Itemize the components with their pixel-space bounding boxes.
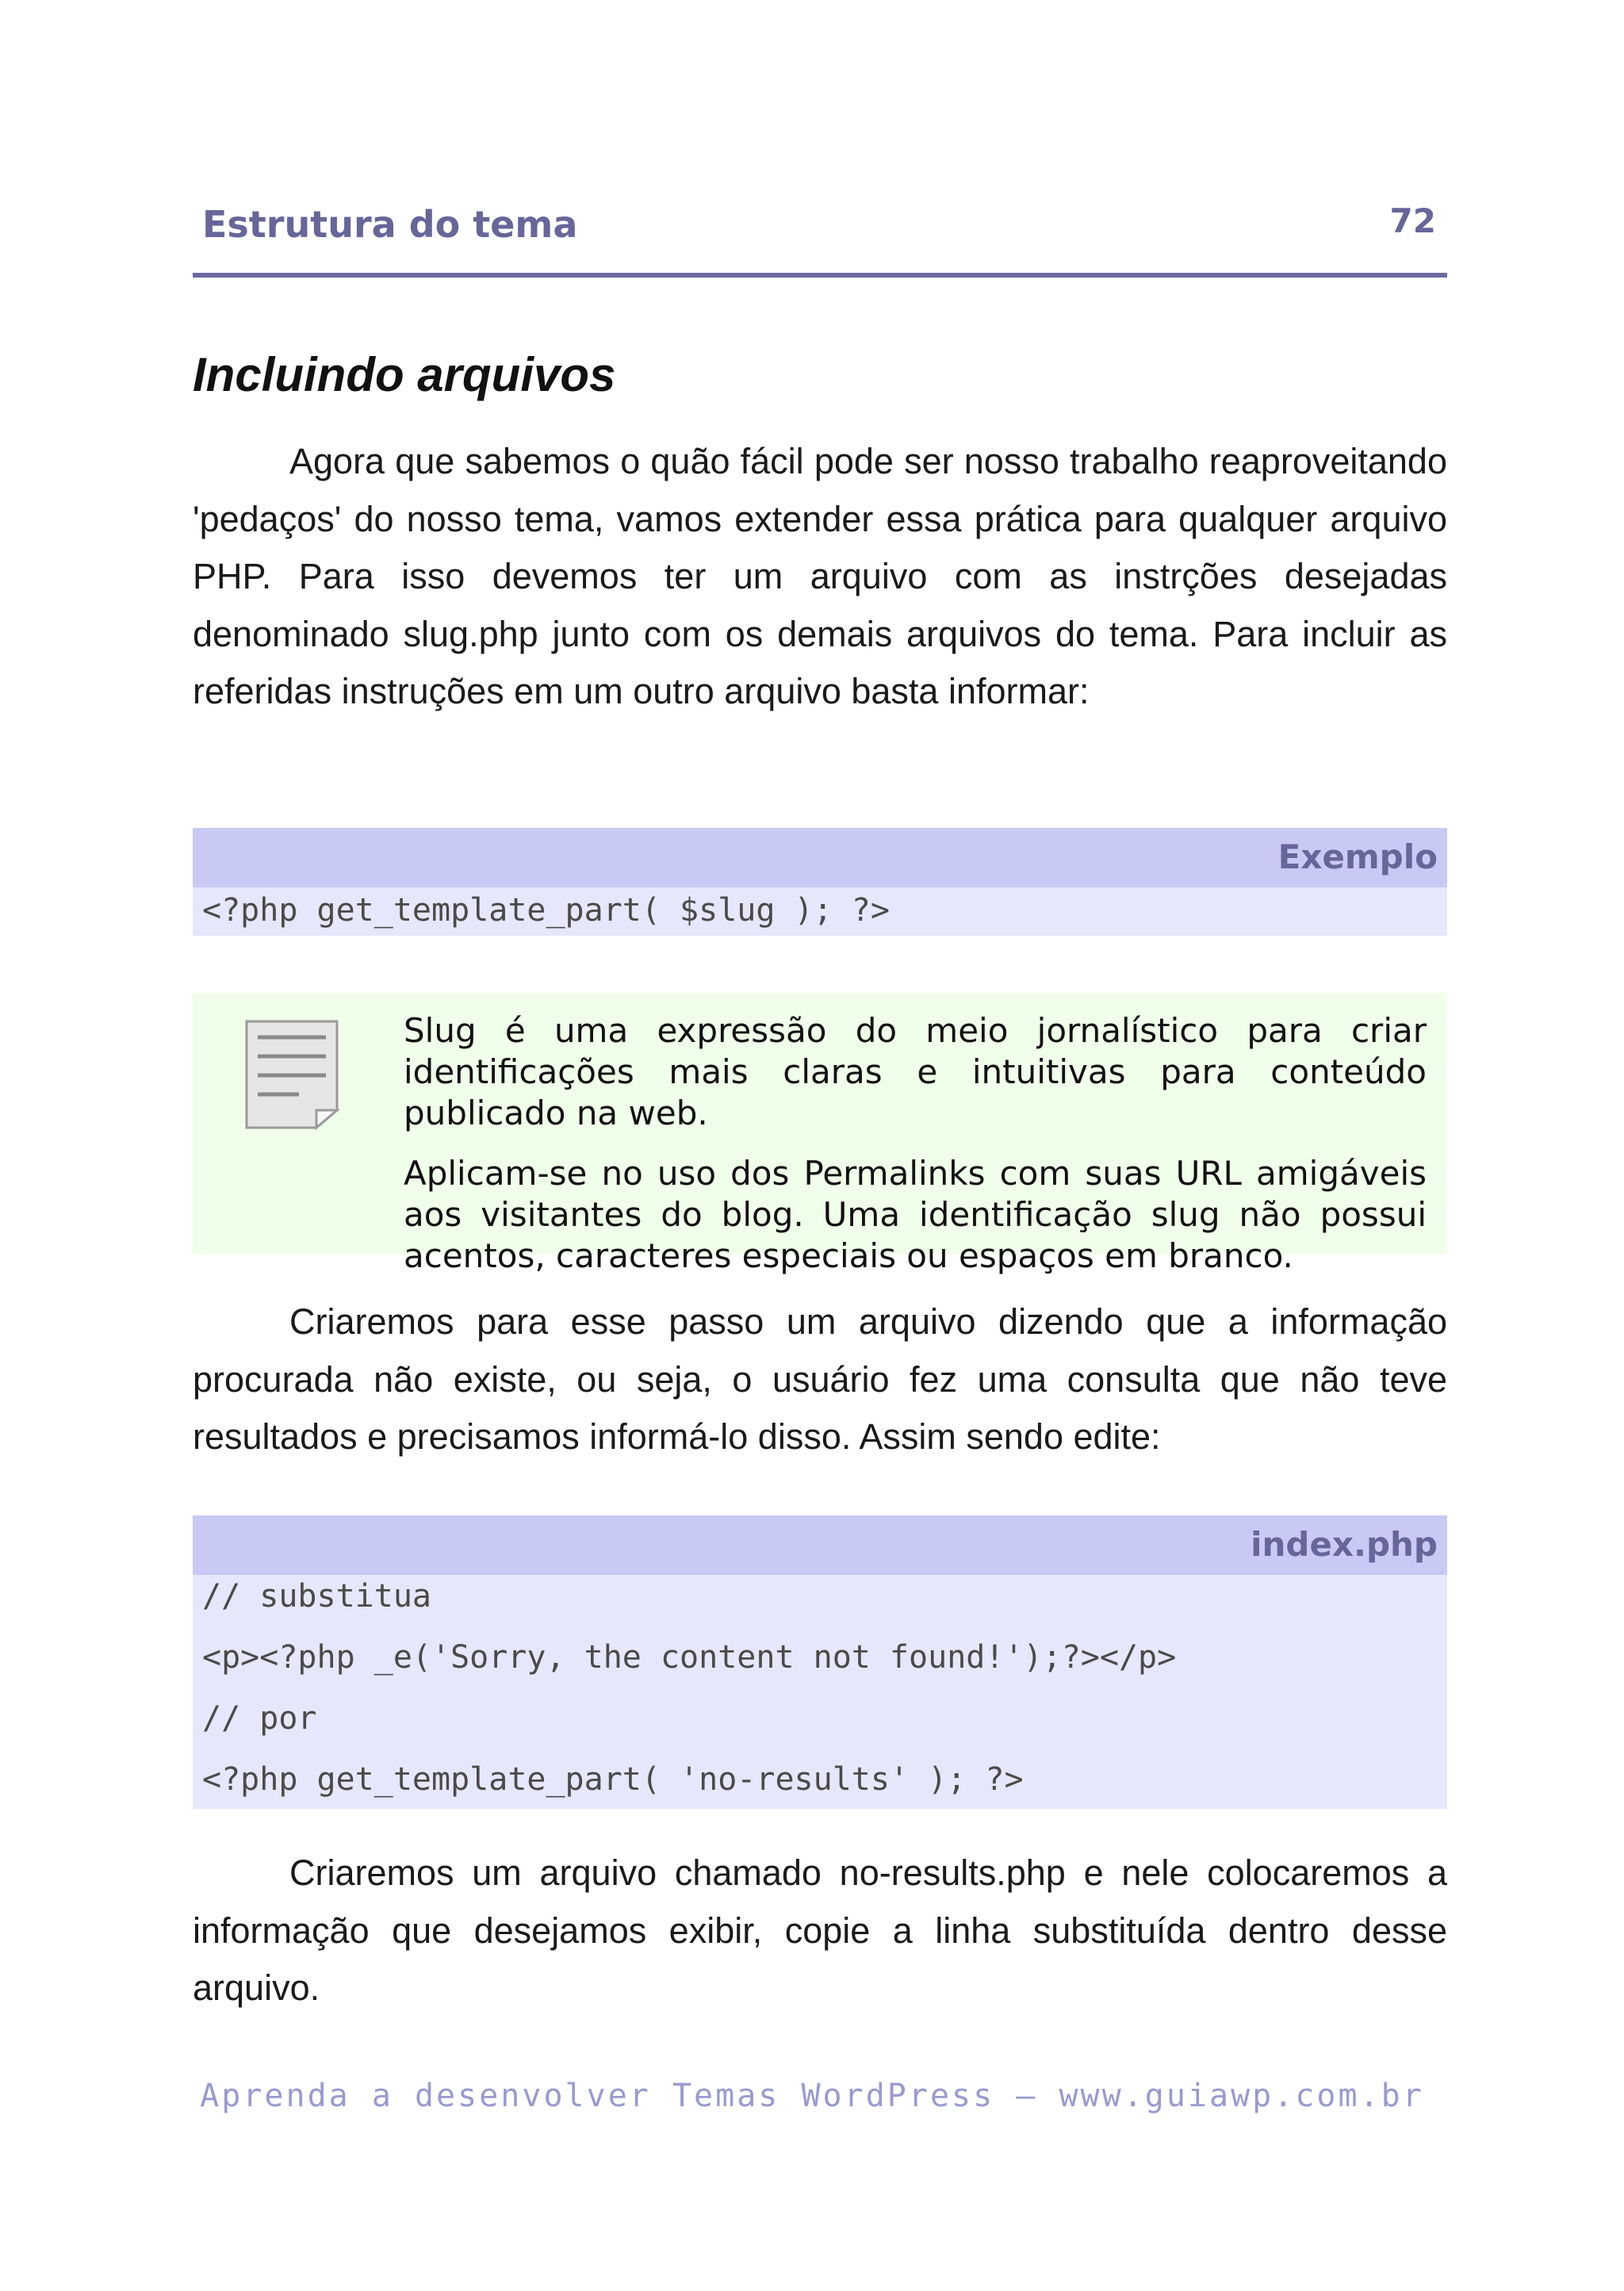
page-header	[193, 190, 1447, 278]
code-line: <p><?php _e('Sorry, the content not found!');?></p>	[202, 1639, 1177, 1676]
note-paragraph-2: Aplicam-se no uso dos Permalinks com suas URL amigáveis aos visitantes do blog. Uma identificação slug não possui acentos, caracteres especiais ou espaços em branco.	[404, 1154, 1427, 1275]
code-line: // por	[202, 1700, 317, 1737]
code-line: <?php get_template_part( 'no-results' ); ?>	[202, 1761, 1024, 1798]
note-text	[404, 1010, 1427, 1296]
middle-paragraph: Criaremos para esse passo um arquivo dizendo que a informação procurada não existe, ou seja, o usuário fez uma consulta que não teve resultados e precisamos informá-lo disso. Assim sendo edite:	[193, 1301, 1447, 1457]
chapter-title: Estrutura do tema	[202, 203, 578, 246]
code-line: <?php get_template_part( $slug ); ?>	[202, 892, 890, 929]
code-index-header	[193, 1515, 1447, 1575]
code-index-label: index.php	[1251, 1525, 1438, 1564]
code-example-label: Exemplo	[1277, 837, 1438, 876]
code-line: // substitua	[202, 1578, 431, 1615]
note-paragraph-1: Slug é uma expressão do meio jornalístico para criar identificações mais claras e intuitivas para conteúdo publicado na web.	[404, 1011, 1427, 1132]
page-footer: Aprenda a desenvolver Temas WordPress – www.guiawp.com.br	[200, 2078, 1424, 2114]
page-number: 72	[1389, 201, 1436, 240]
note-box	[193, 993, 1447, 1275]
code-example-header	[193, 828, 1447, 887]
code-example-box	[193, 828, 1447, 936]
intro-paragraph: Agora que sabemos o quão fácil pode ser nosso trabalho reaproveitando 'pedaços' do nosso tema, vamos extender essa prática para qualquer arquivo PHP. Para isso devemos ter um arquivo com as instrções desejadas denominado slug.php junto com os demais arquivos do tema. Para incluir as referidas instruções em um outro arquivo basta informar:	[193, 441, 1447, 711]
code-index-box	[193, 1515, 1447, 1809]
closing-paragraph: Criaremos um arquivo chamado no-results.php e nele colocaremos a informação que desejamos exibir, copie a linha substituída dentro desse arquivo.	[193, 1852, 1447, 2008]
note-icon	[242, 1017, 342, 1132]
section-heading: Incluindo arquivos	[193, 348, 616, 401]
